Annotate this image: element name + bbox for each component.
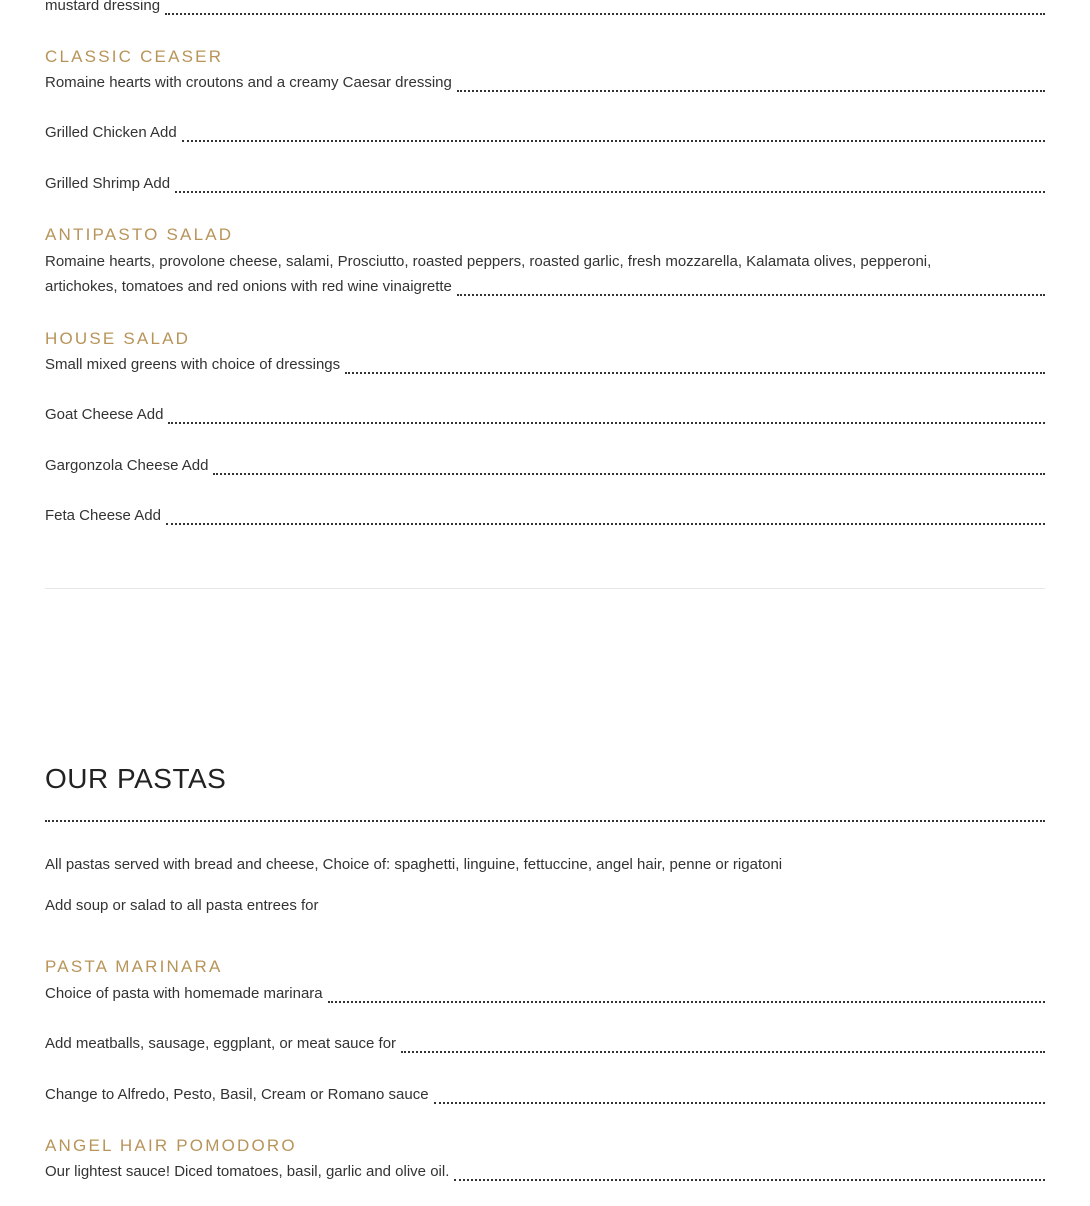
addon-label: Grilled Chicken Add (45, 124, 177, 141)
item-description: Small mixed greens with choice of dressings (45, 356, 341, 373)
menu-item-line (45, 355, 1045, 375)
price-leader-dots (345, 372, 1045, 374)
item-description-line1: Romaine hearts, provolone cheese, salami, Prosciutto, roasted peppers, roasted garlic, fresh mozzarella, Kalamata olives, pepperoni, (45, 253, 932, 270)
menu-addon-line (45, 506, 1045, 526)
price-leader-dots (457, 294, 1045, 296)
menu-addon-line (45, 174, 1045, 194)
antipasto-salad-heading: ANTIPASTO SALAD (45, 225, 234, 244)
item-description: Choice of pasta with homemade marinara (45, 985, 323, 1002)
price-leader-dots (457, 90, 1045, 92)
price-leader-dots (401, 1051, 1045, 1053)
house-salad-heading: HOUSE SALAD (45, 329, 191, 348)
item-description-line2: artichokes, tomatoes and red onions with red wine vinaigrette (45, 278, 452, 295)
pasta-intro-text: All pastas served with bread and cheese, Choice of: spaghetti, linguine, fettuccine, angel hair, penne or rigatoni (45, 856, 783, 873)
section-title: OUR PASTAS (45, 763, 227, 794)
addon-label: Grilled Shrimp Add (45, 175, 171, 192)
price-leader-dots (454, 1179, 1045, 1181)
price-leader-dots (175, 191, 1045, 193)
item-description: Romaine hearts with croutons and a creamy Caesar dressing (45, 74, 452, 91)
menu-item-line (45, 73, 1045, 93)
section-divider (45, 588, 1045, 589)
addon-label: Goat Cheese Add (45, 406, 164, 423)
section-title-dots (45, 820, 1045, 822)
price-leader-dots (182, 140, 1045, 142)
price-leader-dots (168, 422, 1045, 424)
menu-addon-line (45, 456, 1045, 476)
menu-addon-line (45, 1085, 1045, 1105)
item-description: mustard dressing (45, 0, 161, 14)
menu-item-line (45, 0, 1045, 16)
menu-addon-line (45, 123, 1045, 143)
price-leader-dots (213, 473, 1045, 475)
addon-label: Gargonzola Cheese Add (45, 457, 209, 474)
price-leader-dots (434, 1102, 1045, 1104)
price-leader-dots (328, 1001, 1045, 1003)
addon-label: Change to Alfredo, Pesto, Basil, Cream or Romano sauce (45, 1086, 429, 1103)
pasta-marinara-heading: PASTA MARINARA (45, 957, 223, 976)
menu-item-line (45, 984, 1045, 1004)
angel-hair-pomodoro-heading: ANGEL HAIR POMODORO (45, 1136, 297, 1155)
classic-ceaser-heading: CLASSIC CEASER (45, 47, 224, 66)
menu-item-line (45, 1162, 1045, 1182)
price-leader-dots (165, 13, 1045, 15)
price-leader-dots (166, 523, 1045, 525)
soup-salad-note: Add soup or salad to all pasta entrees for (45, 897, 319, 914)
menu-addon-line (45, 1034, 1045, 1054)
menu-item-line (45, 277, 1045, 297)
item-description: Our lightest sauce! Diced tomatoes, basil, garlic and olive oil. (45, 1163, 450, 1180)
addon-label: Add meatballs, sausage, eggplant, or meat sauce for (45, 1035, 397, 1052)
addon-label: Feta Cheese Add (45, 507, 161, 524)
menu-addon-line (45, 405, 1045, 425)
